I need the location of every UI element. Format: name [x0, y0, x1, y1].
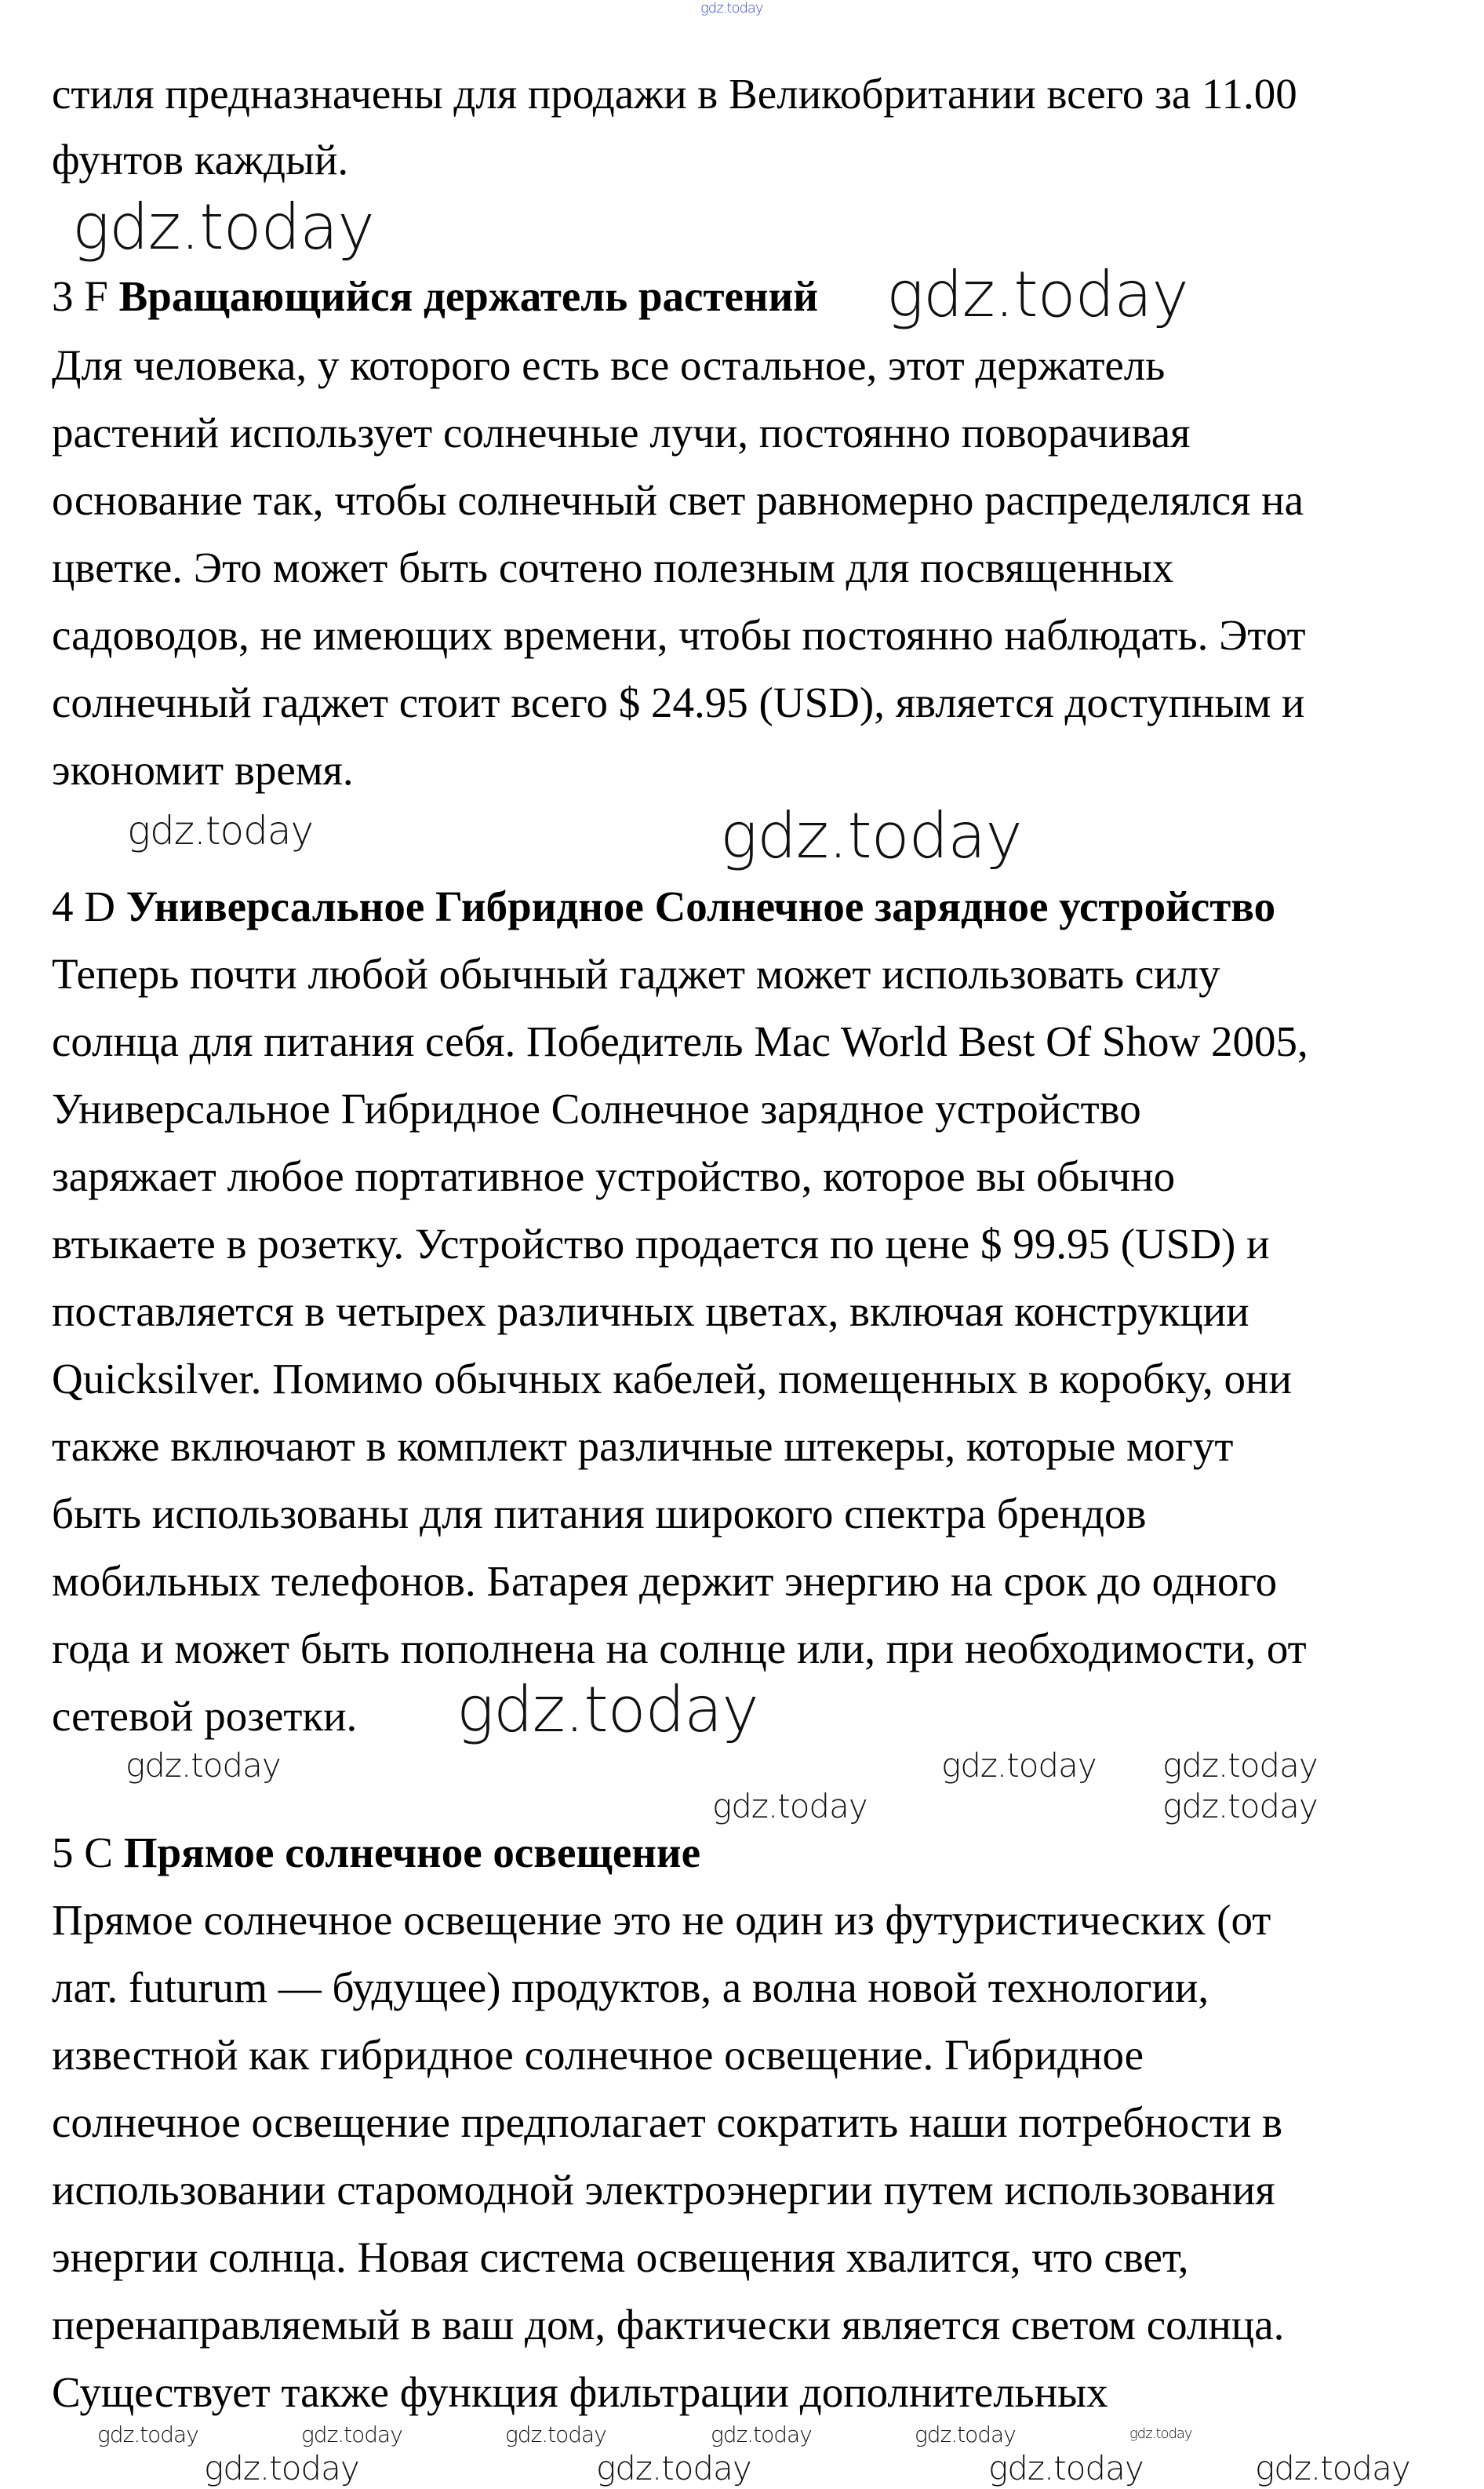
paragraph-line: основание так, чтобы солнечный свет равномерно распределялся на [52, 476, 1304, 524]
paragraph-line: мобильных телефонов. Батарея держит энергию на срок до одного [52, 1557, 1278, 1605]
paragraph-line: сетевой розетки. [52, 1692, 358, 1740]
section-heading [52, 1828, 700, 1878]
watermark: gdz.today [596, 2449, 751, 2487]
watermark: gdz.today [72, 191, 374, 264]
paragraph-line: растений использует солнечные лучи, постоянно поворачивая [52, 409, 1191, 457]
paragraph-line: известной как гибридное солнечное освещение. Гибридное [52, 2031, 1144, 2079]
paragraph-line: Quicksilver. Помимо обычных кабелей, помещенных в коробку, они [52, 1355, 1292, 1403]
watermark: gdz.today [712, 1787, 867, 1825]
section-title: Прямое солнечное освещение [123, 1829, 701, 1876]
paragraph-line: быть использованы для питания широкого спектра брендов [52, 1490, 1147, 1537]
paragraph-line: Прямое солнечное освещение это не один из футуристических (от [52, 1896, 1271, 1944]
paragraph-line: солнечное освещение предполагает сократить наши потребности в [52, 2098, 1283, 2146]
section-number: 3 F [52, 272, 119, 320]
paragraph-line: Универсальное Гибридное Солнечное зарядное устройство [52, 1085, 1141, 1133]
watermark: gdz.today [988, 2449, 1144, 2487]
paragraph-line: использовании старомодной электроэнергии путем использования [52, 2166, 1275, 2214]
paragraph-line: также включают в комплект различные штекеры, которые могут [52, 1422, 1234, 1470]
paragraph-line: стиля предназначены для продажи в Великобритании всего за 11.00 [52, 70, 1297, 118]
watermark: gdz.today [505, 2422, 606, 2447]
section-number: 4 D [52, 882, 126, 930]
watermark: gdz.today [1255, 2449, 1410, 2487]
watermark: gdz.today [1129, 2425, 1192, 2442]
watermark: gdz.today [941, 1746, 1097, 1785]
section-title: Универсальное Гибридное Солнечное зарядное устройство [125, 882, 1276, 930]
watermark: gdz.today [700, 0, 763, 16]
watermark: gdz.today [720, 799, 1022, 872]
paragraph-line: энергии солнца. Новая система освещения хвалится, что свет, [52, 2233, 1189, 2281]
paragraph-line: цветке. Это может быть сочтено полезным для посвященных [52, 544, 1174, 591]
paragraph-line: экономит время. [52, 746, 354, 794]
paragraph-line: садоводов, не имеющих времени, чтобы постоянно наблюдать. Этот [52, 611, 1306, 659]
section-title: Вращающийся держатель растений [118, 272, 818, 320]
paragraph-line: Теперь почти любой обычный гаджет может использовать силу [52, 950, 1220, 998]
paragraph-line: солнечный гаджет стоит всего $ 24.95 (USD), является доступным и [52, 679, 1305, 726]
paragraph-line: перенаправляемый в ваш дом, фактически является светом солнца. [52, 2301, 1285, 2349]
section-heading [52, 271, 818, 322]
paragraph-line: втыкаете в розетку. Устройство продается по цене $ 99.95 (USD) и [52, 1220, 1270, 1268]
paragraph-line: солнца для питания себя. Победитель Mac World Best Of Show 2005, [52, 1017, 1308, 1065]
section-number: 5 C [52, 1829, 124, 1876]
watermark: gdz.today [97, 2422, 198, 2447]
watermark: gdz.today [125, 1746, 281, 1785]
section-heading [52, 882, 1275, 932]
paragraph-line: лат. futurum — будущее) продуктов, а волна новой технологии, [52, 1963, 1209, 2011]
watermark: gdz.today [1162, 1746, 1318, 1785]
paragraph-line: года и может быть пополнена на солнце или, при необходимости, от [52, 1625, 1307, 1672]
watermark: gdz.today [915, 2422, 1016, 2447]
paragraph-line: фунтов каждый. [52, 136, 349, 184]
watermark: gdz.today [204, 2449, 359, 2487]
watermark: gdz.today [127, 808, 314, 853]
watermark: gdz.today [456, 1673, 758, 1746]
watermark: gdz.today [301, 2422, 402, 2447]
paragraph-line: поставляется в четырех различных цветах, включая конструкции [52, 1287, 1249, 1335]
watermark: gdz.today [886, 258, 1188, 331]
paragraph-line: Для человека, у которого есть все остальное, этот держатель [52, 341, 1166, 389]
paragraph-line: заряжает любое портативное устройство, которое вы обычно [52, 1152, 1176, 1200]
watermark: gdz.today [711, 2422, 812, 2447]
paragraph-line: Существует также функция фильтрации дополнительных [52, 2368, 1108, 2416]
watermark: gdz.today [1162, 1787, 1318, 1825]
